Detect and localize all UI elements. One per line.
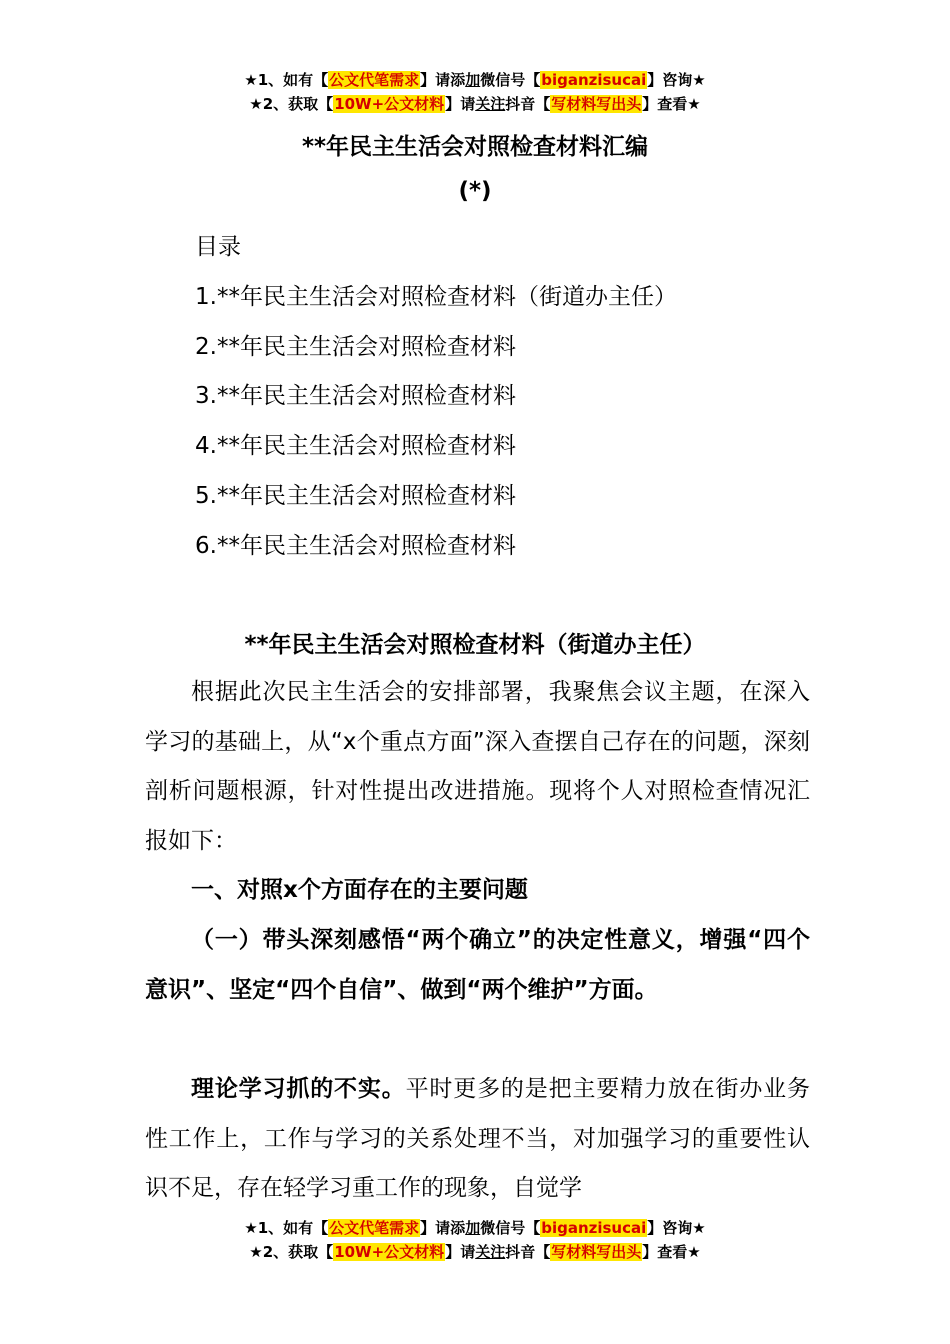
promo-line-1 [0,68,950,92]
promo-text: 】请 [445,95,476,113]
douyin-highlight: 写材料写出头 [551,1243,642,1261]
intro-paragraph: 根据此次民主生活会的安排部署，我聚焦会议主题，在深入学习的基础上，从“x个重点方面”深入查摆自己存在的问题，深刻剖析问题根源，针对性提出改进措施。现将个人对照检查情况汇报如下： [145,679,810,854]
toc-item: 2.**年民主生活会对照检查材料 [195,334,516,360]
promo-highlight: 公文代笔需求 [329,1219,420,1237]
toc-item: 5.**年民主生活会对照检查材料 [195,483,516,509]
body-paragraph [145,1065,810,1214]
promo-line-2 [0,1240,950,1264]
section-title: **年民主生活会对照检查材料（街道办主任） [244,632,706,658]
heading-level-2: （一）带头深刻感悟“两个确立”的决定性意义，增强“四个意识”、坚定“四个自信”、做到“两个维护”方面。 [145,927,810,1003]
promo-text: 】查看★ [642,95,701,113]
promo-text: 抖音【 [505,95,551,113]
promo-highlight: 10W+公文材料 [334,1243,445,1261]
promo-text: 】咨询★ [647,71,706,89]
heading-level-1: 一、对照x个方面存在的主要问题 [191,877,528,903]
promo-text: 抖音【 [505,1243,551,1261]
promo-text: 】请 [445,1243,476,1261]
promo-text: ★2、获取【 [249,95,334,113]
promo-text: ★2、获取【 [249,1243,334,1261]
promo-text: 】查看★ [642,1243,701,1261]
promo-text: ★1、如有【 [244,71,329,89]
toc-heading: 目录 [195,234,241,260]
promo-text: 】请添 [420,1219,466,1237]
document-title: **年民主生活会对照检查材料汇编 [301,134,649,160]
toc-item: 3.**年民主生活会对照检查材料 [195,383,516,409]
promo-text: 关注 [475,1243,506,1261]
promo-text: 】咨询★ [647,1219,706,1237]
toc-item: 6.**年民主生活会对照检查材料 [195,533,516,559]
promo-text: 加 [465,71,481,89]
promo-text: 加 [465,1219,481,1237]
promo-text: 】请添 [420,71,466,89]
body-text: 平时更多的是把主要精力放在街办业务性工作上，工作与学习的关系处理不当，对加强学习的重要性认识不足，存在轻学习重工作的现象，自觉学 [145,1076,811,1201]
promo-banner-top [0,68,950,116]
promo-text: 关注 [475,95,506,113]
document-subtitle: (*) [458,178,492,204]
promo-highlight: 公文代笔需求 [329,71,420,89]
promo-text: 微信号【 [480,71,541,89]
body-lead: 理论学习抓的不实。 [191,1076,406,1102]
toc-item: 4.**年民主生活会对照检查材料 [195,433,516,459]
promo-banner-bottom [0,1216,950,1264]
promo-highlight: 10W+公文材料 [334,95,445,113]
promo-line-1 [0,1216,950,1240]
wechat-id-highlight: biganzisucai [541,71,647,89]
douyin-highlight: 写材料写出头 [551,95,642,113]
promo-line-2 [0,92,950,116]
toc-item: 1.**年民主生活会对照检查材料（街道办主任） [195,284,677,310]
wechat-id-highlight: biganzisucai [541,1219,647,1237]
promo-text: ★1、如有【 [244,1219,329,1237]
promo-text: 微信号【 [480,1219,541,1237]
